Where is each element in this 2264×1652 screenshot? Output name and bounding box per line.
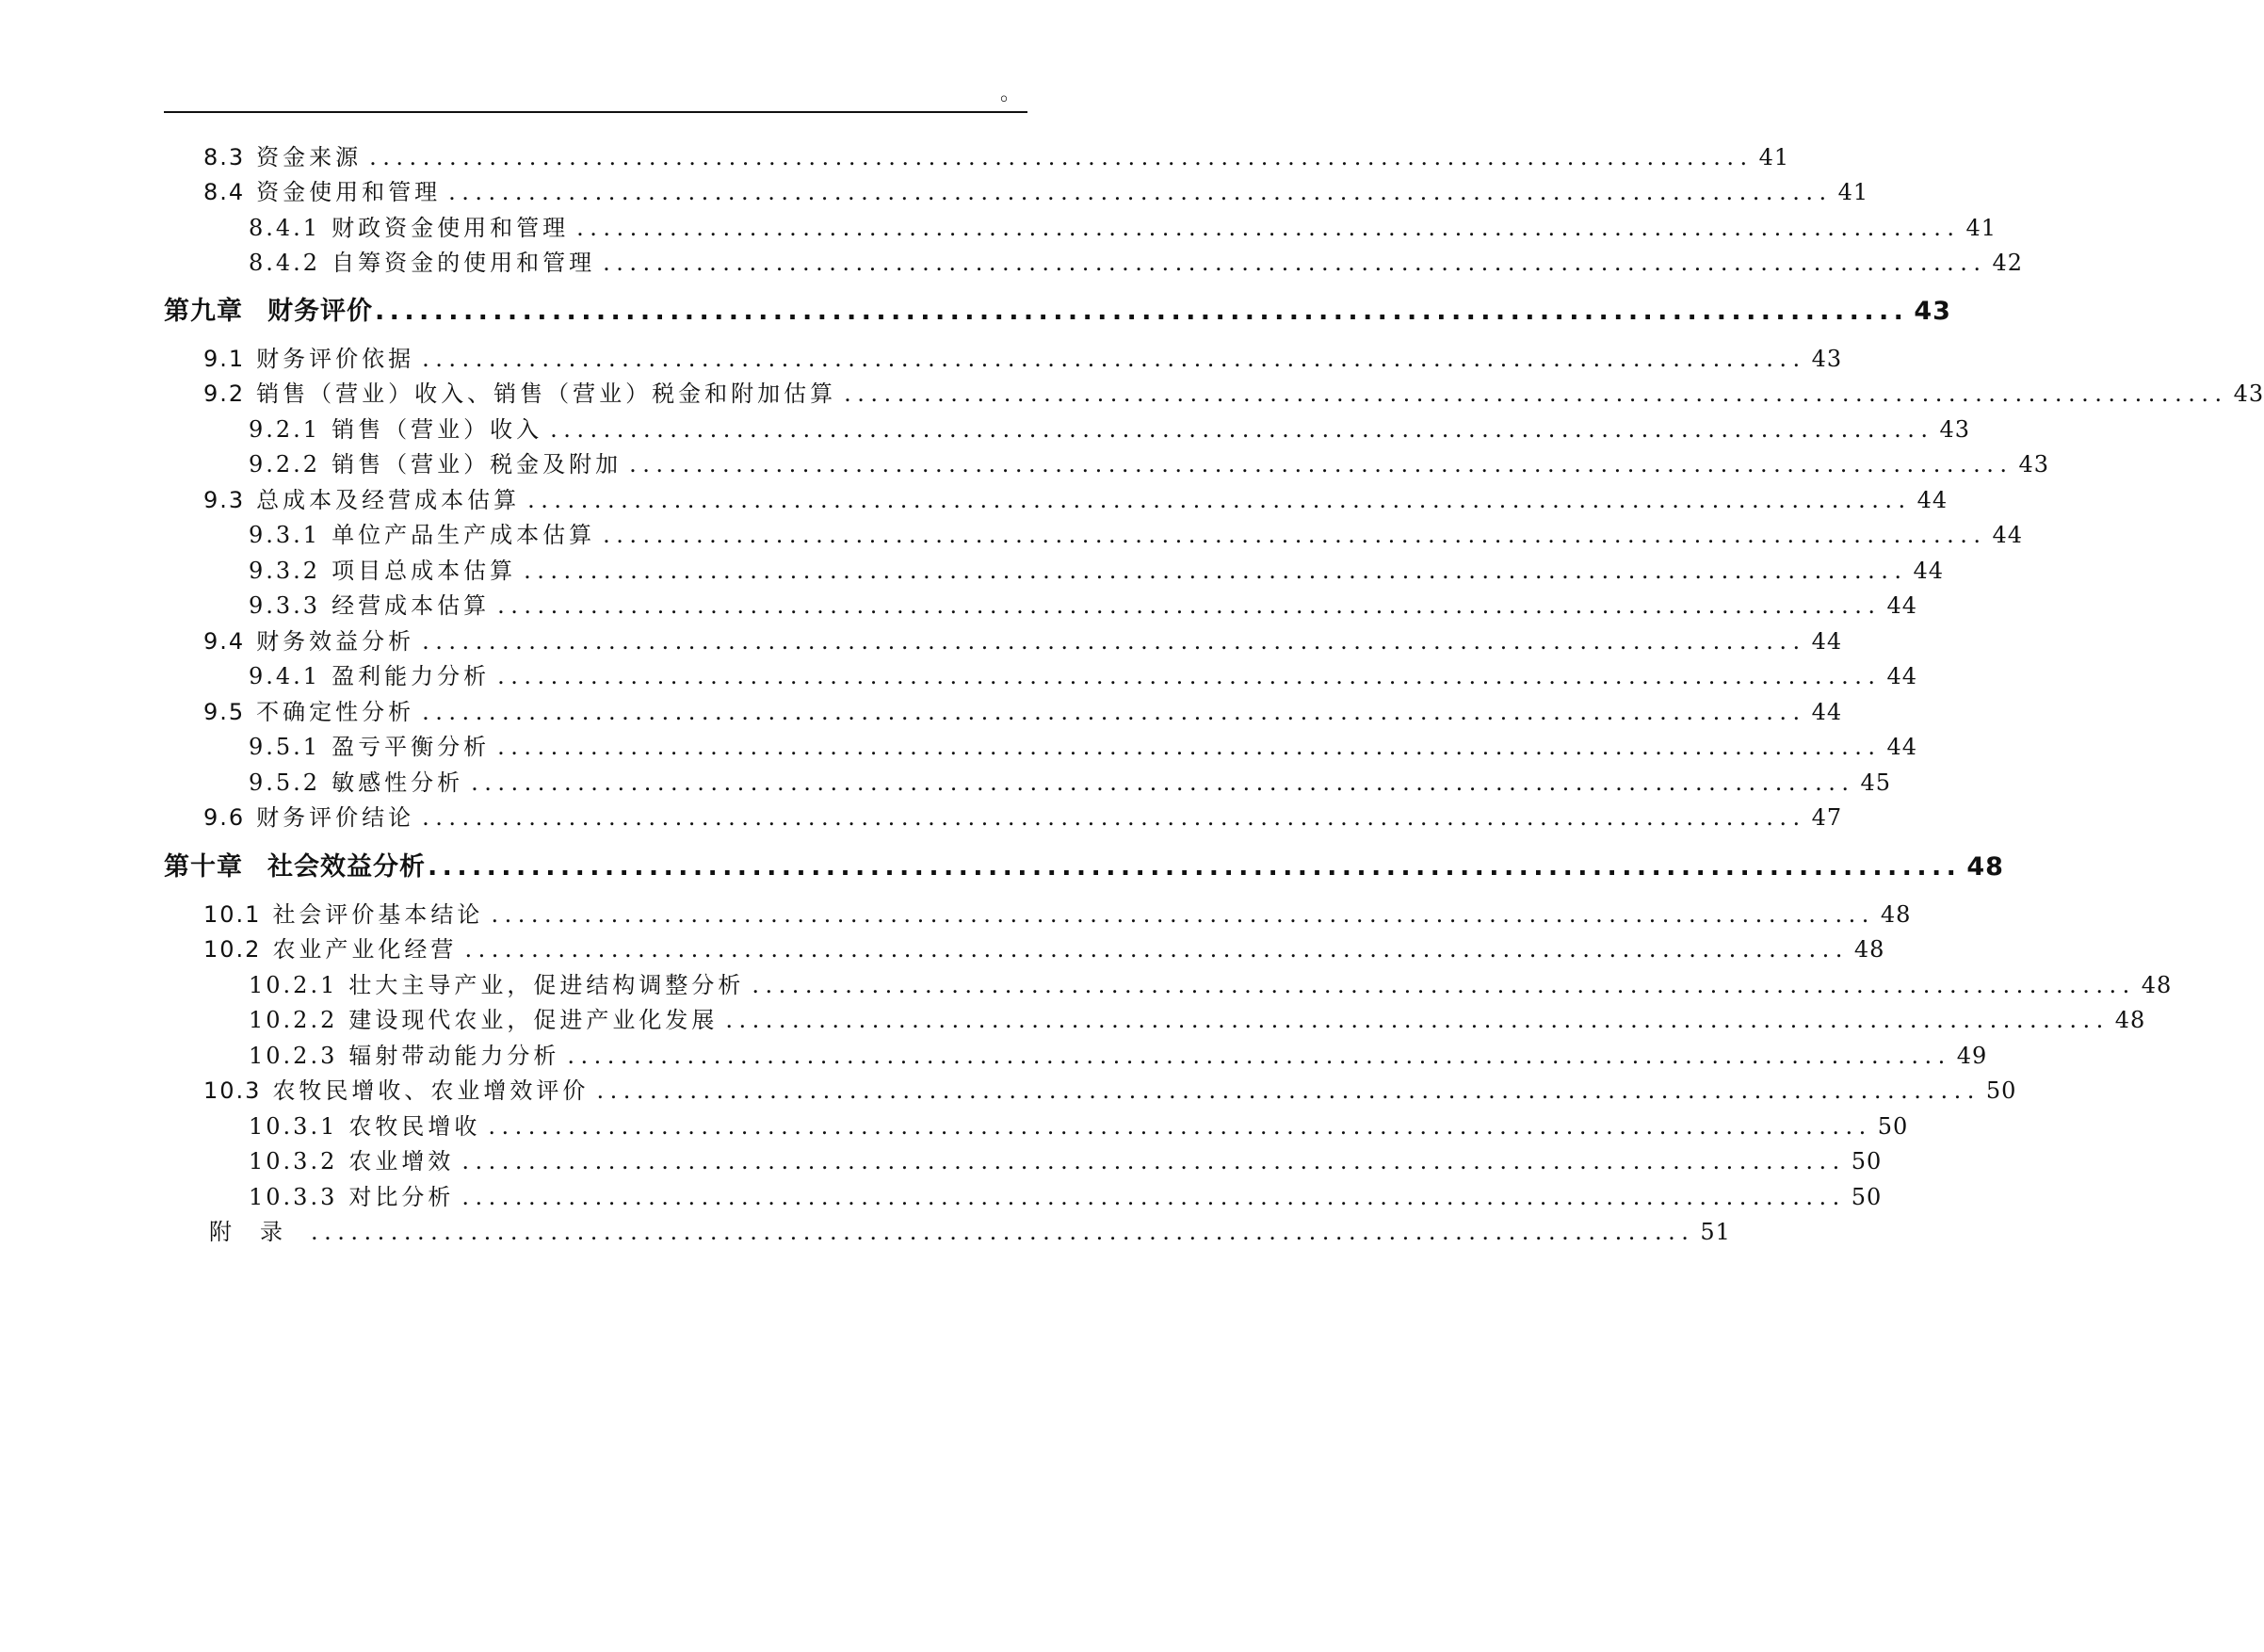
toc-entry-title: 农业产业化经营 xyxy=(272,936,458,963)
dot-leader: ........................................................................................................ xyxy=(471,769,1855,796)
toc-entry-number: 9.2.2 xyxy=(249,451,321,478)
toc-entry-number: 9.1 xyxy=(203,346,246,372)
toc-entry-number: 9.5.1 xyxy=(249,734,321,760)
toc-entry-title: 单位产品生产成本估算 xyxy=(332,522,596,548)
dot-leader: ........................................................................................................ xyxy=(375,297,1909,326)
toc-entry-title: 农业增效 xyxy=(348,1148,455,1174)
toc-entry-10-3[interactable] xyxy=(203,1076,2017,1106)
toc-entry-page: 41 xyxy=(1837,179,1869,205)
toc-entry-10-3-3[interactable] xyxy=(249,1182,1883,1212)
toc-entry-number: 9.2.1 xyxy=(249,416,321,443)
toc-entry-9-3-3[interactable] xyxy=(249,591,1918,621)
toc-entry-page: 45 xyxy=(1860,769,1892,796)
toc-entry-10-2-2[interactable] xyxy=(249,1005,2146,1035)
toc-entry-9-3[interactable] xyxy=(203,485,1949,515)
toc-entry-9-2-2[interactable] xyxy=(249,449,2050,479)
dot-leader: ........................................................................................................ xyxy=(461,1148,1846,1174)
toc-entry-9-3-2[interactable] xyxy=(249,556,1945,586)
dot-leader: ........................................................................................................ xyxy=(596,1077,1981,1104)
toc-entry-10-3-2[interactable] xyxy=(249,1146,1883,1176)
toc-entry-title: 财务评价结论 xyxy=(256,804,415,831)
toc-entry-9-5-2[interactable] xyxy=(249,768,1892,798)
header-rule xyxy=(164,111,1027,113)
toc-entry-number: 10.2.2 xyxy=(249,1007,338,1033)
toc-entry-title: 农牧民增收 xyxy=(348,1113,481,1140)
toc-entry-title: 壮大主导产业，促进结构调整分析 xyxy=(348,972,745,998)
toc-entry-number: 9.2 xyxy=(203,381,246,407)
dot-leader: ........................................................................................................ xyxy=(603,522,1987,548)
toc-entry-page: 50 xyxy=(1851,1148,1883,1174)
toc-entry-title: 资金来源 xyxy=(256,144,363,170)
toc-entry-number: 9.5 xyxy=(203,699,246,725)
toc-entry-number: 9.3 xyxy=(203,487,246,513)
toc-entry-page: 44 xyxy=(1886,663,1918,689)
toc-entry-title: 销售（营业）税金及附加 xyxy=(332,451,623,478)
toc-entry-title: 盈亏平衡分析 xyxy=(332,734,491,760)
dot-leader: ........................................................................................................ xyxy=(567,1043,1951,1069)
toc-entry-9-4-1[interactable] xyxy=(249,661,1918,691)
toc-entry-8-3[interactable] xyxy=(203,142,1790,172)
toc-entry-9-2[interactable] xyxy=(203,379,2264,409)
toc-entry-page: 44 xyxy=(1913,558,1945,584)
toc-entry-title: 项目总成本估算 xyxy=(332,558,517,584)
toc-entry-title: 辐射带动能力分析 xyxy=(348,1043,560,1069)
dot-leader: ........................................................................................................ xyxy=(422,346,1806,372)
dot-leader: ........................................................................................................ xyxy=(497,592,1882,619)
dot-leader: ........................................................................................................ xyxy=(844,381,2228,407)
toc-entry-9-4[interactable] xyxy=(203,626,1843,656)
toc-entry-number: 8.4.1 xyxy=(249,215,321,241)
dot-leader: ........................................................................................................ xyxy=(448,179,1833,205)
dot-leader: ........................................................................................................ xyxy=(422,699,1806,725)
toc-entry-number: 8.4 xyxy=(203,179,246,205)
dot-leader: ........................................................................................................ xyxy=(497,663,1882,689)
chapter-number: 第九章 xyxy=(164,297,243,326)
toc-entry-title: 社会评价基本结论 xyxy=(272,901,484,928)
appendix-title: 附录 xyxy=(209,1219,311,1245)
toc-entry-8-4-2[interactable] xyxy=(249,248,2024,278)
toc-entry-page: 44 xyxy=(1992,522,2024,548)
toc-entry-page: 48 xyxy=(1880,901,1912,928)
toc-entry-page: 43 xyxy=(1811,346,1843,372)
dot-leader: ........................................................................................................ xyxy=(603,250,1987,276)
toc-entry-title: 农牧民增收、农业增效评价 xyxy=(272,1077,590,1104)
toc-entry-10-1[interactable] xyxy=(203,899,1912,930)
toc-entry-page: 48 xyxy=(1966,852,2004,882)
toc-entry-page: 41 xyxy=(1758,144,1790,170)
toc-entry-page: 50 xyxy=(1877,1113,1909,1140)
toc-entry-page: 48 xyxy=(2114,1007,2146,1033)
toc-entry-page: 49 xyxy=(1956,1043,1988,1069)
dot-leader: ........................................................................................................ xyxy=(422,804,1806,831)
toc-entry-title: 自筹资金的使用和管理 xyxy=(332,250,596,276)
toc-entry-10-2[interactable] xyxy=(203,934,1885,964)
toc-entry-number: 9.3.2 xyxy=(249,558,321,584)
toc-entry-page: 50 xyxy=(1985,1077,2017,1104)
dot-leader: ........................................................................................................ xyxy=(752,972,2136,998)
dot-leader: ........................................................................................................ xyxy=(311,1219,1695,1245)
toc-entry-page: 42 xyxy=(1992,250,2024,276)
toc-entry-page: 48 xyxy=(1853,936,1885,963)
toc-entry-page: 44 xyxy=(1811,628,1843,655)
toc-entry-8-4[interactable] xyxy=(203,177,1869,207)
toc-entry-number: 9.3.3 xyxy=(249,592,321,619)
toc-entry-9-5-1[interactable] xyxy=(249,732,1918,762)
toc-entry-title: 经营成本估算 xyxy=(332,592,491,619)
dot-leader: ........................................................................................................ xyxy=(488,1113,1872,1140)
toc-chapter-10[interactable] xyxy=(164,851,2004,883)
chapter-title: 财务评价 xyxy=(267,297,373,326)
toc-entry-page: 44 xyxy=(1916,487,1949,513)
toc-entry-title: 总成本及经营成本估算 xyxy=(256,487,521,513)
toc-entry-10-3-1[interactable] xyxy=(249,1111,1909,1142)
toc-entry-number: 9.4 xyxy=(203,628,246,655)
dot-leader: ........................................................................................................ xyxy=(497,734,1882,760)
chapter-number: 第十章 xyxy=(164,852,243,882)
toc-entry-number: 10.1 xyxy=(203,901,262,928)
toc-entry-number: 9.3.1 xyxy=(249,522,321,548)
toc-entry-10-2-1[interactable] xyxy=(249,970,2173,1000)
toc-entry-9-1[interactable] xyxy=(203,344,1843,374)
toc-entry-8-4-1[interactable] xyxy=(249,213,1997,243)
toc-entry-page: 47 xyxy=(1811,804,1843,831)
dot-leader: ........................................................................................................ xyxy=(461,1184,1846,1210)
dot-leader: ........................................................................................................ xyxy=(524,558,1908,584)
toc-entry-number: 9.4.1 xyxy=(249,663,321,689)
toc-entry-title: 财政资金使用和管理 xyxy=(332,215,570,241)
toc-entry-9-3-1[interactable] xyxy=(249,520,2024,550)
toc-entry-title: 财务效益分析 xyxy=(256,628,415,655)
toc-entry-number: 8.3 xyxy=(203,144,246,170)
dot-leader: ........................................................................................................ xyxy=(422,628,1806,655)
toc-entry-page: 43 xyxy=(1939,416,1971,443)
toc-entry-number: 10.3 xyxy=(203,1077,262,1104)
toc-entry-number: 10.3.3 xyxy=(249,1184,338,1210)
dot-leader: ........................................................................................................ xyxy=(491,901,1875,928)
toc-entry-page: 50 xyxy=(1851,1184,1883,1210)
toc-entry-9-2-1[interactable] xyxy=(249,414,1971,445)
toc-entry-page: 43 xyxy=(2233,381,2264,407)
toc-entry-title: 对比分析 xyxy=(348,1184,455,1210)
chapter-title: 社会效益分析 xyxy=(267,852,426,882)
dot-leader: ........................................................................................................ xyxy=(428,852,1962,882)
toc-entry-number: 10.2.1 xyxy=(249,972,338,998)
toc-chapter-9[interactable] xyxy=(164,296,1951,328)
toc-entry-page: 44 xyxy=(1886,592,1918,619)
dot-leader: ........................................................................................................ xyxy=(550,416,1934,443)
toc-entry-page: 43 xyxy=(2018,451,2050,478)
toc-entry-title: 盈利能力分析 xyxy=(332,663,491,689)
dot-leader: ........................................................................................................ xyxy=(629,451,2013,478)
dot-leader: ........................................................................................................ xyxy=(576,215,1961,241)
header-mark: 。 xyxy=(1000,82,1022,105)
toc-appendix[interactable] xyxy=(209,1217,1731,1247)
dot-leader: ........................................................................................................ xyxy=(464,936,1849,963)
toc-entry-title: 销售（营业）收入、销售（营业）税金和附加估算 xyxy=(256,381,837,407)
toc-entry-title: 不确定性分析 xyxy=(256,699,415,725)
dot-leader: ........................................................................................................ xyxy=(527,487,1912,513)
toc-entry-number: 10.2 xyxy=(203,936,262,963)
toc-entry-title: 敏感性分析 xyxy=(332,769,464,796)
toc-entry-page: 44 xyxy=(1811,699,1843,725)
toc-entry-number: 9.6 xyxy=(203,804,246,831)
toc-entry-page: 44 xyxy=(1886,734,1918,760)
toc-entry-number: 8.4.2 xyxy=(249,250,321,276)
toc-entry-title: 资金使用和管理 xyxy=(256,179,442,205)
toc-entry-9-6[interactable] xyxy=(203,802,1843,833)
toc-entry-title: 财务评价依据 xyxy=(256,346,415,372)
toc-entry-title: 销售（营业）收入 xyxy=(332,416,543,443)
toc-entry-number: 10.3.2 xyxy=(249,1148,338,1174)
toc-entry-number: 10.3.1 xyxy=(249,1113,338,1140)
toc-entry-10-2-3[interactable] xyxy=(249,1041,1988,1071)
toc-entry-number: 9.5.2 xyxy=(249,769,321,796)
toc-entry-number: 10.2.3 xyxy=(249,1043,338,1069)
toc-entry-title: 建设现代农业，促进产业化发展 xyxy=(348,1007,719,1033)
toc-entry-page: 41 xyxy=(1965,215,1997,241)
toc-entry-page: 51 xyxy=(1700,1219,1731,1245)
toc-entry-9-5[interactable] xyxy=(203,697,1843,727)
dot-leader: ........................................................................................................ xyxy=(725,1007,2110,1033)
toc-entry-page: 43 xyxy=(1914,297,1951,326)
dot-leader: ........................................................................................................ xyxy=(369,144,1754,170)
toc-entry-page: 48 xyxy=(2141,972,2173,998)
